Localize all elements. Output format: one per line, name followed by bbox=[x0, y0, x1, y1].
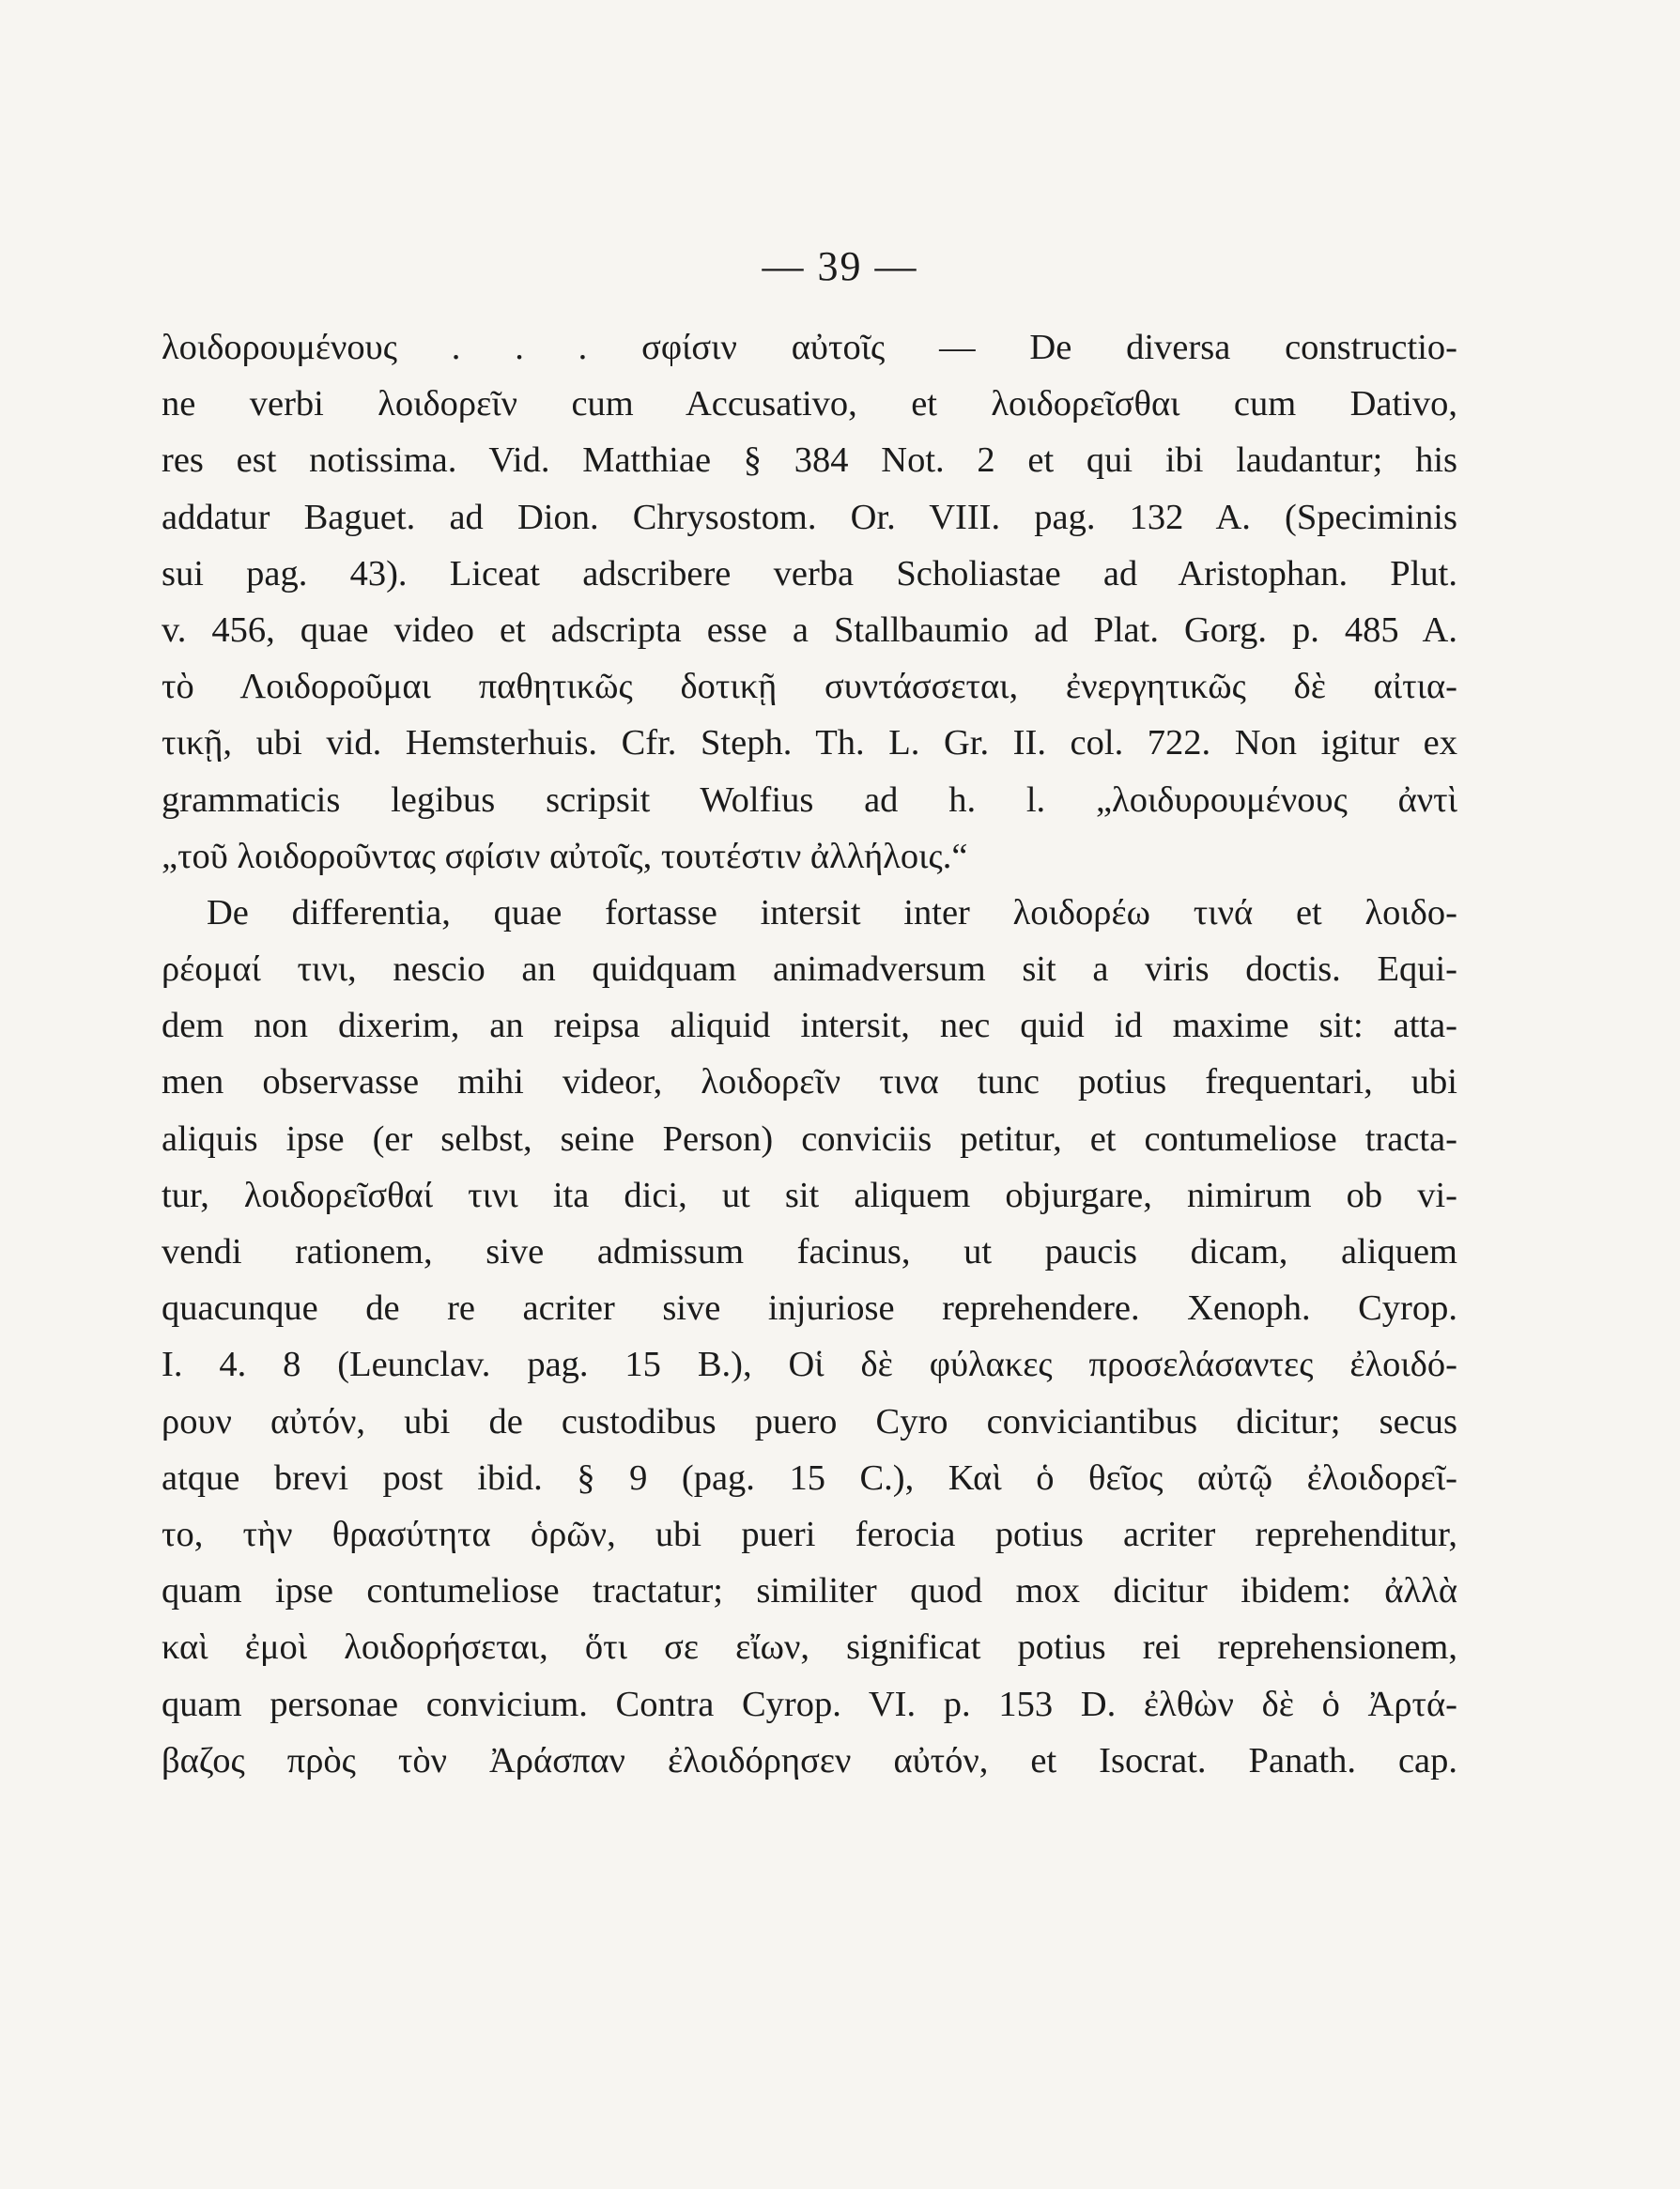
text-line: tur, λοιδορεῖσθαί τινι ita dici, ut sit aliquem objurgare, nimirum ob vi- bbox=[162, 1175, 1457, 1215]
text-line: ne verbi λοιδορεῖν cum Accusativo, et λοιδορεῖσθαι cum Dativo, bbox=[162, 384, 1457, 424]
text-line: τὸ Λοιδοροῦμαι παθητικῶς δοτικῇ συντάσσεται, ἐνεργητικῶς δὲ αἰτια- bbox=[162, 667, 1457, 707]
body-text bbox=[162, 319, 1457, 1789]
text-line: grammaticis legibus scripsit Wolfius ad h. l. „λοιδυρουμένους ἀντὶ bbox=[162, 779, 1457, 820]
text-line: dem non dixerim, an reipsa aliquid intersit, nec quid id maxime sit: atta- bbox=[162, 1006, 1457, 1046]
text-line: quam personae convicium. Contra Cyrop. VI. p. 153 D. ἐλθὼν δὲ ὁ Ἀρτά- bbox=[162, 1684, 1457, 1724]
text-line: τικῇ, ubi vid. Hemsterhuis. Cfr. Steph. Th. L. Gr. II. col. 722. Non igitur ex bbox=[162, 723, 1457, 763]
text-line: quacunque de re acriter sive injuriose reprehendere. Xenoph. Cyrop. bbox=[162, 1288, 1457, 1329]
text-line: I. 4. 8 (Leunclav. pag. 15 B.), Οἱ δὲ φύλακες προσελάσαντες ἐλοιδό- bbox=[162, 1345, 1457, 1385]
paragraph-start-line: De differentia, quae fortasse intersit inter λοιδορέω τινά et λοιδο- bbox=[207, 892, 1457, 933]
text-line: vendi rationem, sive admissum facinus, ut paucis dicam, aliquem bbox=[162, 1232, 1457, 1272]
text-line: sui pag. 43). Liceat adscribere verba Scholiastae ad Aristophan. Plut. bbox=[162, 553, 1457, 593]
text-line: „τοῦ λοιδοροῦντας σφίσιν αὐτοῖς, τουτέστιν ἀλλήλοις.“ bbox=[162, 836, 968, 876]
page-number: — 39 — bbox=[762, 243, 918, 289]
text-line: atque brevi post ibid. § 9 (pag. 15 C.), Καὶ ὁ θεῖος αὐτῷ ἐλοιδορεῖ- bbox=[162, 1457, 1457, 1498]
text-line: το, τὴν θρασύτητα ὁρῶν, ubi pueri ferocia potius acriter reprehenditur, bbox=[162, 1514, 1457, 1554]
text-line: res est notissima. Vid. Matthiae § 384 Not. 2 et qui ibi laudantur; his bbox=[162, 440, 1457, 481]
text-line: βαζος πρὸς τὸν Ἀράσπαν ἐλοιδόρησεν αὐτόν, et Isocrat. Panath. cap. bbox=[162, 1740, 1457, 1780]
text-line: λοιδορουμένους . . . σφίσιν αὐτοῖς — De diversa constructio- bbox=[162, 328, 1457, 367]
text-line: men observasse mihi videor, λοιδορεῖν τινα tunc potius frequentari, ubi bbox=[162, 1062, 1457, 1102]
text-line: v. 456, quae video et adscripta esse a Stallbaumio ad Plat. Gorg. p. 485 A. bbox=[162, 609, 1457, 650]
text-line: aliquis ipse (er selbst, seine Person) conviciis petitur, et contumeliose tracta- bbox=[162, 1118, 1457, 1159]
text-line: ρέομαί τινι, nescio an quidquam animadversum sit a viris doctis. Equi- bbox=[162, 949, 1457, 990]
text-line: quam ipse contumeliose tractatur; similiter quod mox dicitur ibidem: ἀλλὰ bbox=[162, 1571, 1457, 1611]
text-line: ρουν αὐτόν, ubi de custodibus puero Cyro conviciantibus dicitur; secus bbox=[162, 1401, 1457, 1441]
text-line: καὶ ἐμοὶ λοιδορήσεται, ὅτι σε εἴων, significat potius rei reprehensionem, bbox=[162, 1627, 1457, 1668]
text-line: addatur Baguet. ad Dion. Chrysostom. Or. VIII. pag. 132 A. (Speciminis bbox=[162, 497, 1457, 537]
